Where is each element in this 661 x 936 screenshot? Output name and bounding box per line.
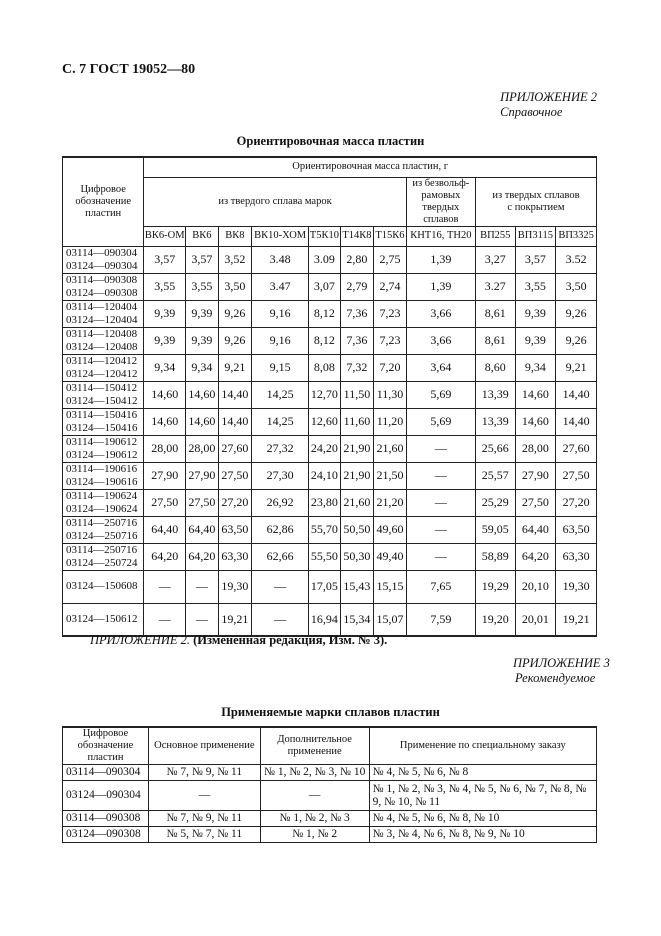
mass-value: 13,39: [475, 408, 515, 435]
mass-value: 64,40: [144, 516, 186, 543]
mass-value: 3.52: [556, 246, 597, 273]
plate-code: 03124—150608: [66, 580, 138, 592]
main-application: № 7, № 9, № 11: [148, 765, 260, 781]
mass-table: [62, 156, 597, 637]
mass-value: 9,39: [186, 300, 219, 327]
main-application: —: [148, 781, 260, 811]
plate-code-cell: [63, 570, 144, 603]
mass-value: 8,61: [475, 300, 515, 327]
mass-value: —: [186, 603, 219, 636]
mass-value: 8,61: [475, 327, 515, 354]
mass-value: 27,60: [556, 435, 597, 462]
table-row: [63, 811, 597, 827]
mass-value: 14,25: [252, 381, 309, 408]
table-row: [63, 543, 597, 570]
mass-value: 3,52: [218, 246, 252, 273]
mass-value: 9,39: [144, 327, 186, 354]
mass-value: 7,32: [340, 354, 374, 381]
mass-value: 21,50: [374, 462, 407, 489]
mass-value: 14,60: [144, 381, 186, 408]
mass-value: 15,43: [340, 570, 374, 603]
mass-value: —: [144, 570, 186, 603]
extra-application: —: [260, 781, 369, 811]
mass-value: 9,39: [186, 327, 219, 354]
plate-code: 03114—190616: [66, 462, 138, 475]
mass-value: 9,16: [252, 300, 309, 327]
table-row: [63, 781, 597, 811]
mass-value: 11,20: [374, 408, 407, 435]
mass-value: 27,20: [218, 489, 252, 516]
extra-application: № 1, № 2, № 3: [260, 811, 369, 827]
mass-value: 14,40: [556, 381, 597, 408]
mass-value: 27,90: [515, 462, 556, 489]
t2-header-code: Цифровое обозначение пластин: [63, 727, 149, 765]
plate-code: 03124—190616: [66, 475, 138, 488]
mass-value: 15,15: [374, 570, 407, 603]
plate-code: 03114—120408: [66, 327, 138, 340]
plate-code-cell: [63, 381, 144, 408]
mass-value: 59,05: [475, 516, 515, 543]
plate-code: 03124—120408: [66, 340, 138, 353]
main-application: № 5, № 7, № 11: [148, 827, 260, 843]
mass-value: 20,01: [515, 603, 556, 636]
plate-code: 03114—250716: [66, 516, 138, 529]
mass-value: 9,21: [218, 354, 252, 381]
table-row: [63, 246, 597, 273]
mass-value: 25,66: [475, 435, 515, 462]
mass-value: —: [144, 603, 186, 636]
table-row: [63, 354, 597, 381]
mass-value: 21,60: [374, 435, 407, 462]
plate-code-cell: [63, 603, 144, 636]
mass-value: 50,50: [340, 516, 374, 543]
mass-value: 21,90: [340, 462, 374, 489]
table-row: [63, 327, 597, 354]
mass-value: 50,30: [340, 543, 374, 570]
mass-value: 9,39: [144, 300, 186, 327]
mass-value: 27,50: [515, 489, 556, 516]
mass-value: 14,40: [218, 408, 252, 435]
mass-value: 8,12: [309, 327, 341, 354]
mass-value: 24,10: [309, 462, 341, 489]
mass-value: 63,50: [218, 516, 252, 543]
appendix-3-kind: Рекомендуемое: [515, 671, 596, 685]
mass-value: 14,60: [186, 381, 219, 408]
appendix-2-label: [500, 90, 597, 120]
plate-code: 03114—090304: [66, 246, 138, 259]
plate-code: 03114—150416: [66, 408, 138, 421]
table-row: [63, 516, 597, 543]
mass-value: 25,29: [475, 489, 515, 516]
plate-code-cell: [63, 327, 144, 354]
mass-value: 12,70: [309, 381, 341, 408]
mass-value: 19,21: [218, 603, 252, 636]
plate-code: 03124—090304: [63, 781, 149, 811]
mass-value: 13,39: [475, 381, 515, 408]
mass-value: —: [186, 570, 219, 603]
mass-value: 9,26: [556, 300, 597, 327]
mass-value: —: [406, 516, 475, 543]
mass-value: 49,60: [374, 516, 407, 543]
mass-value: 8,60: [475, 354, 515, 381]
mass-value: 2,74: [374, 273, 407, 300]
note-appendix-ref: ПРИЛОЖЕНИЕ 2.: [90, 633, 190, 647]
mass-value: 14,60: [186, 408, 219, 435]
plate-code: 03114—150412: [66, 381, 138, 394]
mass-value: 14,40: [218, 381, 252, 408]
mass-value: 55,50: [309, 543, 341, 570]
plate-code-cell: [63, 462, 144, 489]
plate-code-cell: [63, 354, 144, 381]
mass-value: —: [252, 603, 309, 636]
mass-value: 14,40: [556, 408, 597, 435]
plate-code-cell: [63, 300, 144, 327]
mass-value: 2,80: [340, 246, 374, 273]
mass-value: 58,89: [475, 543, 515, 570]
mass-value: 21,20: [374, 489, 407, 516]
group-header-tungsten-free: из безвольф-рамовых твердых сплавов: [406, 177, 475, 226]
table-row: [63, 462, 597, 489]
mass-value: 14,60: [515, 381, 556, 408]
appendix-2-note: [90, 633, 387, 648]
grade-header: Т5К10: [309, 226, 341, 246]
mass-value: 11,60: [340, 408, 374, 435]
mass-value: 27,32: [252, 435, 309, 462]
plate-code-cell: [63, 435, 144, 462]
grade-header: КНТ16, ТН20: [406, 226, 475, 246]
grade-header: ВП3115: [515, 226, 556, 246]
group-header-coated: из твердых сплавов с покрытием: [475, 177, 596, 226]
mass-value: 63,30: [218, 543, 252, 570]
mass-value: 20,10: [515, 570, 556, 603]
appendix-3-label: [513, 656, 610, 686]
mass-value: 27,30: [252, 462, 309, 489]
mass-value: —: [406, 543, 475, 570]
mass-value: 3,57: [186, 246, 219, 273]
special-application: № 4, № 5, № 6, № 8, № 10: [369, 811, 596, 827]
table-row: [63, 273, 597, 300]
mass-value: 15,34: [340, 603, 374, 636]
t2-header-extra: Дополнительное применение: [260, 727, 369, 765]
mass-value: 19,30: [218, 570, 252, 603]
mass-value: 9,39: [515, 300, 556, 327]
col-header-code: Цифровое обозначение пластин: [63, 157, 144, 246]
mass-value: 27,60: [218, 435, 252, 462]
extra-application: № 1, № 2, № 3, № 10: [260, 765, 369, 781]
special-application: № 4, № 5, № 6, № 8: [369, 765, 596, 781]
plate-code: 03124—120412: [66, 367, 138, 380]
table-1-title: Ориентировочная масса пластин: [236, 134, 425, 148]
mass-value: 3,55: [144, 273, 186, 300]
mass-value: 5,69: [406, 408, 475, 435]
table-row: [63, 570, 597, 603]
mass-value: 3,57: [144, 246, 186, 273]
plate-code: 03124—090308: [66, 286, 138, 299]
plate-code-cell: [63, 489, 144, 516]
table-2-title: Применяемые марки сплавов пластин: [221, 705, 440, 719]
grade-header: Т14К8: [340, 226, 374, 246]
plate-code-cell: [63, 273, 144, 300]
grade-header: ВК10-ХОМ: [252, 226, 309, 246]
table-row: [63, 381, 597, 408]
mass-value: 9,15: [252, 354, 309, 381]
mass-value: 14,60: [144, 408, 186, 435]
mass-value: 62,86: [252, 516, 309, 543]
plate-code: 03124—250716: [66, 529, 138, 542]
mass-value: 3,50: [218, 273, 252, 300]
plate-code: 03124—190624: [66, 502, 138, 515]
mass-value: 62,66: [252, 543, 309, 570]
grade-header: ВК6-ОМ: [144, 226, 186, 246]
mass-value: 3,55: [186, 273, 219, 300]
plate-code: 03114—120404: [66, 300, 138, 313]
plate-code: 03124—150412: [66, 394, 138, 407]
extra-application: № 1, № 2: [260, 827, 369, 843]
mass-value: 7,36: [340, 300, 374, 327]
mass-value: 9,39: [515, 327, 556, 354]
mass-value: 7,23: [374, 327, 407, 354]
plate-code: 03124—150612: [66, 612, 138, 625]
mass-value: 9,26: [556, 327, 597, 354]
mass-value: 7,20: [374, 354, 407, 381]
appendix-2-kind: Справочное: [500, 105, 563, 119]
col-header-mass: Ориентировочная масса пластин, г: [144, 157, 597, 177]
mass-value: 64,20: [515, 543, 556, 570]
mass-value: 9,34: [144, 354, 186, 381]
plate-code-cell: [63, 246, 144, 273]
plate-code-cell: [63, 516, 144, 543]
mass-value: 19,29: [475, 570, 515, 603]
plate-code: 03114—090304: [63, 765, 149, 781]
mass-value: 3.09: [309, 246, 341, 273]
mass-value: 3.48: [252, 246, 309, 273]
mass-value: 12,60: [309, 408, 341, 435]
plate-code: 03114—190624: [66, 489, 138, 502]
mass-value: 9,26: [218, 327, 252, 354]
mass-value: 14,25: [252, 408, 309, 435]
grade-header: ВП255: [475, 226, 515, 246]
mass-value: 3,07: [309, 273, 341, 300]
group-header-hard-alloy: из твердого сплава марок: [144, 177, 406, 226]
mass-value: 14,60: [515, 408, 556, 435]
mass-value: 28,00: [186, 435, 219, 462]
mass-value: 27,20: [556, 489, 597, 516]
table-row: [63, 603, 597, 636]
table-row: [63, 765, 597, 781]
mass-value: 28,00: [144, 435, 186, 462]
plate-code: 03124—190612: [66, 448, 138, 461]
mass-value: 7,36: [340, 327, 374, 354]
mass-value: 27,50: [556, 462, 597, 489]
mass-value: 24,20: [309, 435, 341, 462]
t2-header-special: Применение по специальному заказу: [369, 727, 596, 765]
mass-value: 9,34: [515, 354, 556, 381]
mass-value: 2,79: [340, 273, 374, 300]
mass-value: 64,40: [186, 516, 219, 543]
table-row: [63, 408, 597, 435]
mass-value: 15,07: [374, 603, 407, 636]
grade-header: ВП3325: [556, 226, 597, 246]
appendix-2-title: ПРИЛОЖЕНИЕ 2: [500, 90, 597, 104]
table-row: [63, 827, 597, 843]
mass-value: 3.47: [252, 273, 309, 300]
mass-value: 25,57: [475, 462, 515, 489]
mass-value: 27,90: [144, 462, 186, 489]
mass-value: 9,16: [252, 327, 309, 354]
special-application: № 3, № 4, № 6, № 8, № 9, № 10: [369, 827, 596, 843]
mass-value: 64,20: [186, 543, 219, 570]
mass-value: 5,69: [406, 381, 475, 408]
mass-value: —: [252, 570, 309, 603]
mass-value: 63,50: [556, 516, 597, 543]
page-header: С. 7 ГОСТ 19052—80: [62, 62, 196, 77]
grade-header: Т15К6: [374, 226, 407, 246]
mass-value: 11,30: [374, 381, 407, 408]
mass-value: 7,59: [406, 603, 475, 636]
mass-value: 26,92: [252, 489, 309, 516]
plate-code: 03124—250724: [66, 556, 138, 569]
mass-value: 9,34: [186, 354, 219, 381]
mass-value: 19,20: [475, 603, 515, 636]
mass-value: 55,70: [309, 516, 341, 543]
mass-value: 16,94: [309, 603, 341, 636]
table-row: [63, 300, 597, 327]
mass-value: 23,80: [309, 489, 341, 516]
mass-value: 28,00: [515, 435, 556, 462]
mass-value: 3,55: [515, 273, 556, 300]
plate-code-cell: [63, 543, 144, 570]
mass-value: 1,39: [406, 246, 475, 273]
plate-code: 03124—150416: [66, 421, 138, 434]
plate-code: 03114—120412: [66, 354, 138, 367]
mass-value: 3,66: [406, 327, 475, 354]
mass-value: 3.27: [475, 273, 515, 300]
mass-value: 8,08: [309, 354, 341, 381]
plate-code: 03114—250716: [66, 543, 138, 556]
mass-value: 3,50: [556, 273, 597, 300]
mass-value: 9,26: [218, 300, 252, 327]
plate-code: 03124—090308: [63, 827, 149, 843]
grade-header: ВК8: [218, 226, 252, 246]
plate-code: 03114—190612: [66, 435, 138, 448]
table-row: [63, 489, 597, 516]
mass-value: 63,30: [556, 543, 597, 570]
mass-value: 3,57: [515, 246, 556, 273]
mass-value: 2,75: [374, 246, 407, 273]
mass-value: 27,50: [144, 489, 186, 516]
mass-value: —: [406, 489, 475, 516]
mass-value: 1,39: [406, 273, 475, 300]
mass-value: —: [406, 462, 475, 489]
mass-value: 9,21: [556, 354, 597, 381]
special-application: № 1, № 2, № 3, № 4, № 5, № 6, № 7, № 8, № 9, № 10, № 11: [369, 781, 596, 811]
mass-value: 7,65: [406, 570, 475, 603]
grade-header: ВК6: [186, 226, 219, 246]
plate-code: 03114—090308: [66, 273, 138, 286]
mass-value: 21,60: [340, 489, 374, 516]
alloy-grades-table: [62, 726, 597, 843]
plate-code: 03114—090308: [63, 811, 149, 827]
mass-value: 11,50: [340, 381, 374, 408]
mass-value: 3,27: [475, 246, 515, 273]
mass-value: —: [406, 435, 475, 462]
mass-value: 3,64: [406, 354, 475, 381]
table-row: [63, 435, 597, 462]
mass-value: 27,90: [186, 462, 219, 489]
mass-value: 64,20: [144, 543, 186, 570]
plate-code: 03124—090304: [66, 259, 138, 272]
mass-value: 8,12: [309, 300, 341, 327]
mass-value: 21,90: [340, 435, 374, 462]
mass-value: 27,50: [186, 489, 219, 516]
plate-code-cell: [63, 408, 144, 435]
mass-value: 17,05: [309, 570, 341, 603]
appendix-3-title: ПРИЛОЖЕНИЕ 3: [513, 656, 610, 670]
mass-value: 64,40: [515, 516, 556, 543]
mass-value: 19,30: [556, 570, 597, 603]
mass-value: 27,50: [218, 462, 252, 489]
t2-header-main: Основное применение: [148, 727, 260, 765]
mass-value: 19,21: [556, 603, 597, 636]
mass-value: 49,40: [374, 543, 407, 570]
note-amendment: (Измененная редакция, Изм. № 3).: [193, 633, 388, 647]
mass-value: 7,23: [374, 300, 407, 327]
plate-code: 03124—120404: [66, 313, 138, 326]
mass-value: 3,66: [406, 300, 475, 327]
main-application: № 7, № 9, № 11: [148, 811, 260, 827]
